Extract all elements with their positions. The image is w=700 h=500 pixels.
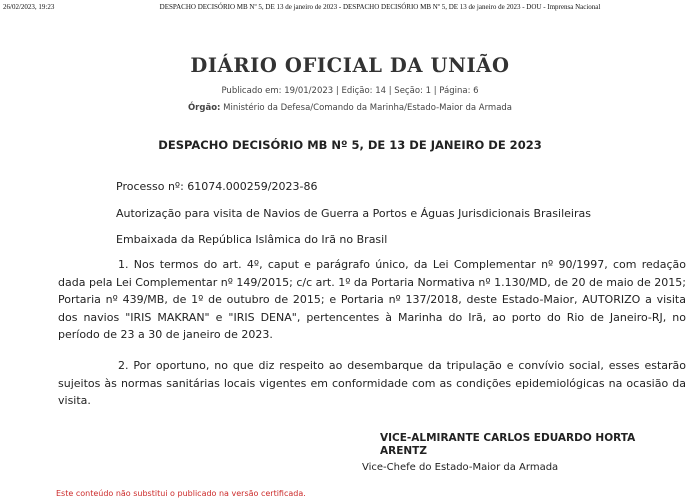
masthead-title: DIÁRIO OFICIAL DA UNIÃO [190, 54, 510, 77]
orgao-label: Órgão: [187, 103, 221, 113]
publication-info: Publicado em: 19/01/2023 | Edição: 14 | Seção: 1 | Página: 6 [221, 86, 479, 96]
print-page-title: DESPACHO DECISÓRIO MB Nº 5, DE 13 de janeiro de 2023 - DESPACHO DECISÓRIO MB Nº 5, DE 13 de janeiro de 2023 - DOU - Imprensa Nacional [159, 3, 601, 11]
document-title: DESPACHO DECISÓRIO MB Nº 5, DE 13 DE JANEIRO DE 2023 [158, 138, 542, 152]
browser-print-header [0, 0, 700, 14]
orgao-line [0, 103, 700, 113]
interessado-line: Embaixada da República Islâmica do Irã no Brasil [116, 233, 388, 246]
certified-version-disclaimer: Este conteúdo não substitui o publicado na versão certificada. [56, 489, 306, 498]
processo-line: Processo nº: 61074.000259/2023-86 [116, 180, 318, 193]
signatory-role: Vice-Chefe do Estado-Maior da Armada [362, 462, 559, 473]
assunto-line: Autorização para visita de Navios de Guerra a Portos e Águas Jurisdicionais Brasileiras [116, 207, 591, 220]
print-timestamp: 26/02/2023, 19:23 [3, 3, 55, 11]
paragraph-2: 2. Por oportuno, no que diz respeito ao desembarque da tripulação e convívio social, esses estarão sujeitos às normas sanitárias locais vigentes em conformidade com as condições epidemiológicas na ocasião da visita. [58, 359, 686, 407]
orgao-value: Ministério da Defesa/Comando da Marinha/Estado-Maior da Armada [223, 103, 513, 113]
paragraph-1: 1. Nos termos do art. 4º, caput e parágrafo único, da Lei Complementar nº 90/1997, com redação dada pela Lei Complementar nº 149/2015; c/c art. 1º da Portaria Normativa nº 1.130/MD, de 20 de maio de 2015; Portaria nº 439/MB, de 1º de outubro de 2015; e Portaria nº 137/2018, deste Estado-Maior, AUTORIZO a visita dos navios "IRIS MAKRAN" e "IRIS DENA", pertencentes à Marinha do Irã, ao porto do Rio de Janeiro-RJ, no período de 23 a 30 de janeiro de 2023. [58, 258, 686, 341]
signatory-name: VICE-ALMIRANTE CARLOS EDUARDO HORTA ARENTZ [380, 432, 636, 457]
